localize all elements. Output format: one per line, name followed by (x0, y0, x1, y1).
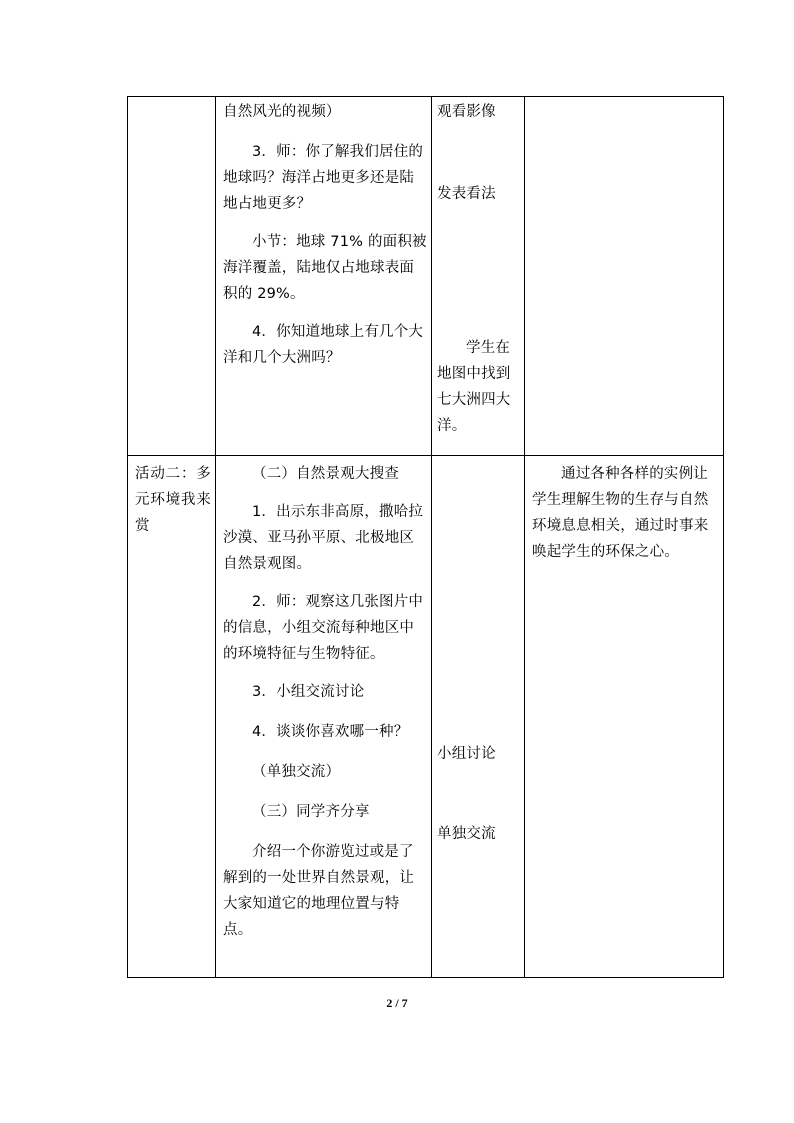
row2-teacher-cell (223, 461, 427, 943)
row2-teacher-line-6: （单独交流） (252, 764, 341, 780)
row2-activity-cell (135, 461, 211, 539)
column-divider (431, 97, 432, 977)
page-number: 2 / 7 (386, 996, 408, 1010)
row1-student-cell (437, 99, 521, 439)
row2-student-cell (437, 741, 521, 847)
row-divider (128, 455, 723, 456)
row2-teacher-line-8: 介绍一个你游览过或是了解到的一处世界自然景观，让大家知道它的地理位置与特点。 (223, 844, 415, 938)
row1-student-line-1: 观看影像 (437, 104, 496, 120)
row2-intent-text: 通过各种各样的实例让学生理解生物的生存与自然环境息息相关，通过时事来唤起学生的环保之心。 (532, 466, 709, 560)
row1-teacher-line-4: 4．你知道地球上有几个大洋和几个大洲吗？ (223, 324, 424, 366)
row1-student-line-3: 学生在地图中找到七大洲四大洋。 (437, 340, 511, 434)
row2-teacher-line-7: （三）同学齐分享 (252, 804, 370, 820)
row1-teacher-line-2: 3．师：你了解我们居住的地球吗？海洋占地更多还是陆地占地更多？ (223, 144, 424, 212)
row2-teacher-line-2: 1．出示东非高原，撒哈拉沙漠、亚马孙平原、北极地区自然景观图。 (223, 504, 424, 572)
row2-student-line-2: 单独交流 (437, 826, 496, 842)
row2-teacher-line-1: （二）自然景观大搜查 (252, 466, 399, 482)
row1-teacher-cell (223, 99, 427, 371)
row2-activity-text: 活动二：多元环境我来赏 (135, 466, 211, 534)
row2-teacher-line-4: 3．小组交流讨论 (252, 684, 365, 700)
row1-student-line-2: 发表看法 (437, 186, 496, 202)
column-divider (215, 97, 216, 977)
column-divider (524, 97, 525, 977)
row1-teacher-line-3: 小节：地球 71% 的面积被海洋覆盖，陆地仅占地球表面积的 29%。 (223, 234, 427, 302)
row1-teacher-line-1: 自然风光的视频） (223, 104, 341, 120)
row2-student-line-1: 小组讨论 (437, 746, 496, 762)
row2-intent-cell (532, 461, 720, 565)
lesson-table (127, 96, 724, 978)
row2-teacher-line-3: 2．师：观察这几张图片中的信息，小组交流每种地区中的环境特征与生物特征。 (223, 594, 424, 662)
row2-teacher-line-5: 4．谈谈你喜欢哪一种？ (252, 724, 409, 740)
